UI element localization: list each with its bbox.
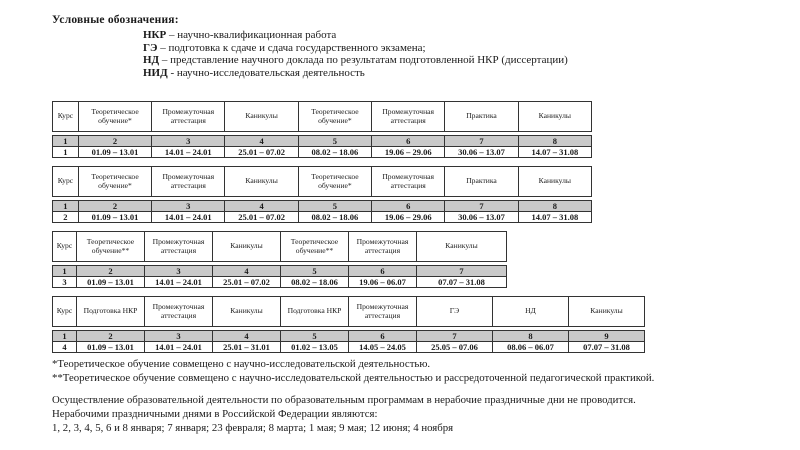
number-cell: 1 xyxy=(53,136,79,147)
note-holidays-rule: Осуществление образовательной деятельности по образовательным программам в нерабочие праздничные дни не проводится. xyxy=(52,394,636,406)
number-cell: 2 xyxy=(78,201,151,212)
value-cell: 19.06 – 06.07 xyxy=(349,277,417,288)
number-cell: 8 xyxy=(493,331,569,342)
number-cell: 4 xyxy=(225,136,298,147)
header-cell: Каникулы xyxy=(225,102,298,132)
number-cell: 6 xyxy=(349,266,417,277)
legend-item-nid xyxy=(143,67,568,80)
notes-block xyxy=(52,357,654,435)
value-cell: 14.01 – 24.01 xyxy=(145,342,213,353)
legend-text: - научно-исследовательская деятельность xyxy=(167,66,365,79)
number-cell: 6 xyxy=(372,136,445,147)
header-cell: ГЭ xyxy=(417,297,493,327)
number-cell: 2 xyxy=(77,331,145,342)
value-cell: 25.01 – 07.02 xyxy=(225,212,298,223)
legend-list xyxy=(143,29,568,79)
header-row xyxy=(53,232,507,262)
legend-title: Условные обозначения: xyxy=(52,14,179,26)
number-cell: 7 xyxy=(417,266,507,277)
header-cell: Каникулы xyxy=(225,167,298,197)
value-cell: 07.07 – 31.08 xyxy=(569,342,645,353)
value-cell: 2 xyxy=(53,212,79,223)
value-cell: 25.05 – 07.06 xyxy=(417,342,493,353)
value-cell: 14.01 – 24.01 xyxy=(145,277,213,288)
header-cell: Курс xyxy=(53,297,77,327)
number-cell: 5 xyxy=(298,136,371,147)
number-cell: 5 xyxy=(281,331,349,342)
value-cell: 30.06 – 13.07 xyxy=(445,147,518,158)
header-cell: Каникулы xyxy=(569,297,645,327)
header-row xyxy=(53,297,645,327)
value-cell: 08.02 – 18.06 xyxy=(281,277,349,288)
header-cell: Промежуточная аттестация xyxy=(145,232,213,262)
header-cell: Теоретическое обучение* xyxy=(298,102,371,132)
number-cell: 1 xyxy=(53,201,79,212)
header-cell: Каникулы xyxy=(518,102,591,132)
value-cell: 3 xyxy=(53,277,77,288)
value-cell: 08.02 – 18.06 xyxy=(298,147,371,158)
number-cell: 3 xyxy=(145,331,213,342)
value-cell: 14.01 – 24.01 xyxy=(152,212,225,223)
header-cell: Подготовка НКР xyxy=(77,297,145,327)
legend-abbr: НИД xyxy=(143,66,168,79)
note-double-asterisk: **Теоретическое обучение совмещено с научно-исследовательской деятельностью и рассредоточенной педагогической практикой. xyxy=(52,372,655,384)
header-cell: Промежуточная аттестация xyxy=(152,167,225,197)
number-cell: 8 xyxy=(518,136,591,147)
number-row xyxy=(53,136,592,147)
header-row xyxy=(53,102,592,132)
schedule-table-course-2 xyxy=(52,166,592,223)
legend-item-ge xyxy=(143,42,568,55)
header-cell: Промежуточная аттестация xyxy=(372,102,445,132)
header-cell: Промежуточная аттестация xyxy=(372,167,445,197)
legend-text: – подготовка к сдаче и сдача государственного экзамена; xyxy=(157,41,426,54)
number-cell: 3 xyxy=(152,136,225,147)
value-row xyxy=(53,277,507,288)
header-cell: Каникулы xyxy=(213,232,281,262)
value-cell: 4 xyxy=(53,342,77,353)
number-cell: 6 xyxy=(349,331,417,342)
number-cell: 7 xyxy=(417,331,493,342)
number-cell: 4 xyxy=(213,331,281,342)
value-cell: 14.01 – 24.01 xyxy=(152,147,225,158)
value-cell: 14.05 – 24.05 xyxy=(349,342,417,353)
header-cell: Теоретическое обучение** xyxy=(281,232,349,262)
value-cell: 19.06 – 29.06 xyxy=(372,147,445,158)
number-cell: 4 xyxy=(213,266,281,277)
header-cell: Промежуточная аттестация xyxy=(349,297,417,327)
header-cell: Курс xyxy=(53,232,77,262)
value-cell: 1 xyxy=(53,147,79,158)
header-cell: Промежуточная аттестация xyxy=(152,102,225,132)
value-cell: 01.09 – 13.01 xyxy=(77,277,145,288)
value-row xyxy=(53,147,592,158)
number-cell: 2 xyxy=(77,266,145,277)
number-cell: 7 xyxy=(445,136,518,147)
number-cell: 1 xyxy=(53,331,77,342)
number-row xyxy=(53,331,645,342)
legend-abbr: НКР xyxy=(143,29,167,41)
number-cell: 2 xyxy=(78,136,151,147)
number-row xyxy=(53,201,592,212)
header-cell: Каникулы xyxy=(213,297,281,327)
header-cell: Промежуточная аттестация xyxy=(145,297,213,327)
legend-item-nd xyxy=(143,54,568,67)
header-cell: Каникулы xyxy=(518,167,591,197)
notes-spacer xyxy=(52,385,654,393)
value-cell: 14.07 – 31.08 xyxy=(518,147,591,158)
header-cell: Теоретическое обучение* xyxy=(78,167,151,197)
header-row xyxy=(53,167,592,197)
value-cell: 30.06 – 13.07 xyxy=(445,212,518,223)
number-cell: 5 xyxy=(281,266,349,277)
schedule-table-course-1 xyxy=(52,101,592,158)
value-row xyxy=(53,212,592,223)
schedule-table-course-3 xyxy=(52,231,507,288)
header-cell: Курс xyxy=(53,102,79,132)
number-cell: 3 xyxy=(145,266,213,277)
value-cell: 01.09 – 13.01 xyxy=(77,342,145,353)
number-cell: 5 xyxy=(298,201,371,212)
header-cell: Теоретическое обучение* xyxy=(298,167,371,197)
note-single-asterisk: *Теоретическое обучение совмещено с научно-исследовательской деятельностью. xyxy=(52,358,431,370)
value-cell: 08.06 – 06.07 xyxy=(493,342,569,353)
number-cell: 4 xyxy=(225,201,298,212)
header-cell: Практика xyxy=(445,102,518,132)
number-cell: 7 xyxy=(445,201,518,212)
number-cell: 3 xyxy=(152,201,225,212)
header-cell: Подготовка НКР xyxy=(281,297,349,327)
legend-text: – представление научного доклада по результатам подготовленной НКР (диссертации) xyxy=(159,54,568,67)
value-cell: 01.02 – 13.05 xyxy=(281,342,349,353)
value-cell: 25.01 – 07.02 xyxy=(225,147,298,158)
legend-item-nkr xyxy=(143,29,568,42)
legend-abbr: НД xyxy=(143,54,160,67)
value-cell: 19.06 – 29.06 xyxy=(372,212,445,223)
value-cell: 25.01 – 07.02 xyxy=(213,277,281,288)
number-cell: 8 xyxy=(518,201,591,212)
header-cell: Теоретическое обучение** xyxy=(77,232,145,262)
value-cell: 25.01 – 31.01 xyxy=(213,342,281,353)
value-cell: 01.09 – 13.01 xyxy=(78,147,151,158)
header-cell: Теоретическое обучение* xyxy=(78,102,151,132)
header-cell: Промежуточная аттестация xyxy=(349,232,417,262)
value-cell: 14.07 – 31.08 xyxy=(518,212,591,223)
number-cell: 9 xyxy=(569,331,645,342)
schedule-table-course-4 xyxy=(52,296,645,353)
number-row xyxy=(53,266,507,277)
number-cell: 6 xyxy=(372,201,445,212)
value-cell: 07.07 – 31.08 xyxy=(417,277,507,288)
header-cell: Практика xyxy=(445,167,518,197)
header-cell: Каникулы xyxy=(417,232,507,262)
value-cell: 01.09 – 13.01 xyxy=(78,212,151,223)
header-cell: Курс xyxy=(53,167,79,197)
legend-text: – научно-квалификационная работа xyxy=(166,29,337,41)
number-cell: 1 xyxy=(53,266,77,277)
legend-abbr: ГЭ xyxy=(143,41,158,54)
header-cell: НД xyxy=(493,297,569,327)
note-holidays-list: 1, 2, 3, 4, 5, 6 и 8 января; 7 января; 23 февраля; 8 марта; 1 мая; 9 мая; 12 июня; 4 ноября xyxy=(52,422,454,434)
value-cell: 08.02 – 18.06 xyxy=(298,212,371,223)
value-row xyxy=(53,342,645,353)
note-holidays-title: Нерабочими праздничными днями в Российской Федерации являются: xyxy=(52,408,378,420)
